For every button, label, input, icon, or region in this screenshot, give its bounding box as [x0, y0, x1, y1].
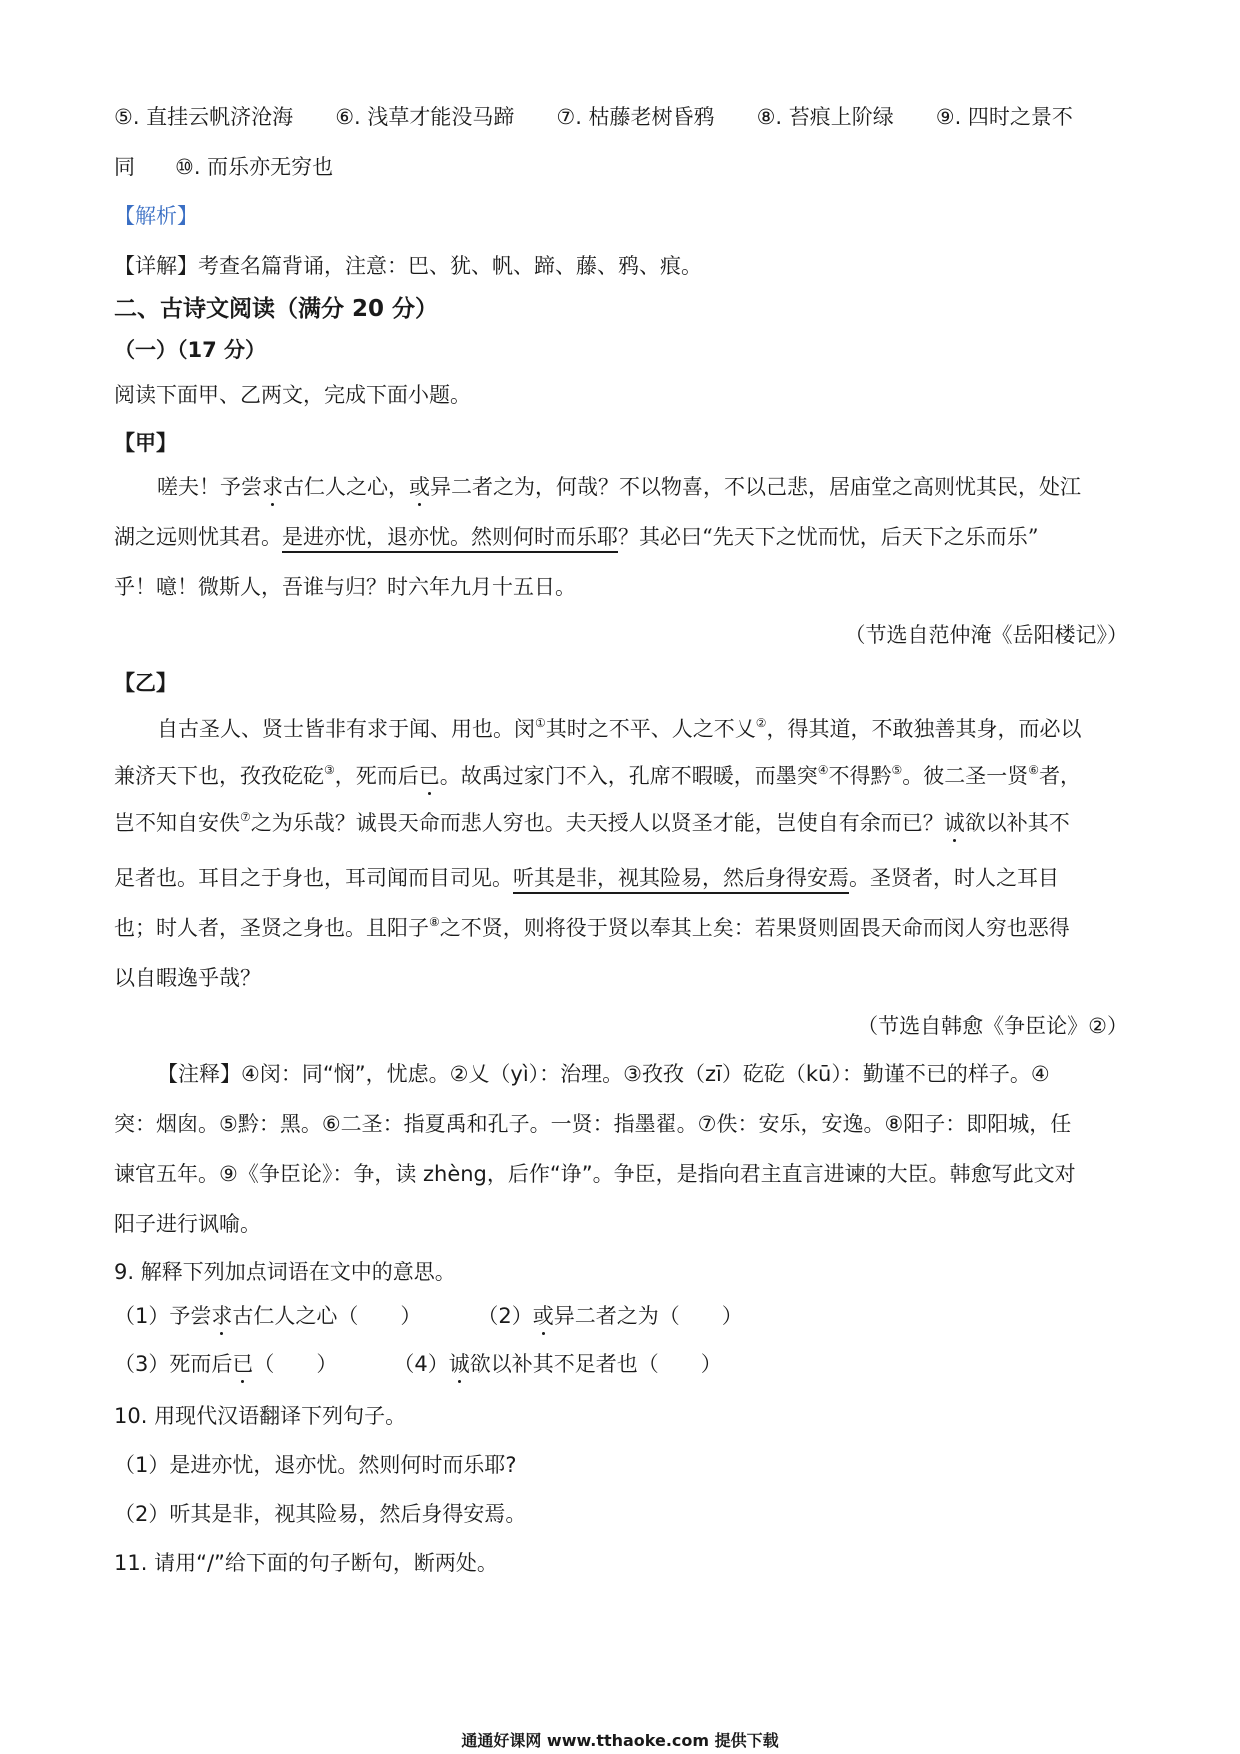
answer-line-1	[114, 107, 1073, 128]
text: ，得其道，不敢独善其身，而必以	[766, 717, 1082, 741]
text: 。圣贤者，时人之耳目	[849, 866, 1059, 890]
answer-6: ⑥. 浅草才能没马蹄	[335, 105, 515, 129]
answer-7: ⑦. 枯藤老树昏鸦	[556, 105, 715, 129]
text: 不得黔	[828, 764, 892, 788]
passage-jia-line-2	[114, 527, 1038, 548]
text: ？其必曰“先天下之忧而忧，后天下之乐而乐”	[618, 525, 1039, 549]
text: （2）	[477, 1304, 533, 1328]
note-marker: ⑥	[1028, 763, 1040, 777]
text: 也；时人者，圣贤之身也。且阳子	[114, 916, 429, 940]
dotted-word-qiu: 求	[262, 475, 283, 499]
text: 之不贤，则将役于贤以奉其上矣：若果贤则固畏天命而闵人穷也恶得	[439, 916, 1070, 940]
page-footer: 通通好课网 www.tthaoke.com 提供下载	[461, 1731, 779, 1750]
notes-line-3: 谏官五年。⑨《争臣论》：争，读 zhèng，后作“诤”。争臣，是指向君主直言进谏的大臣。韩愈写此文对	[114, 1162, 1076, 1186]
note-marker: ①	[535, 716, 546, 730]
passage-yi-line-6: 以自暇逸乎哉？	[114, 966, 261, 990]
passage-yi-label: 【乙】	[114, 671, 177, 695]
passage-yi-source: （节选自韩愈《争臣论》②）	[857, 1014, 1128, 1038]
text: 异二者之为，何哉？不以物喜，不以己悲，居庙堂之高则忧其民，处江	[430, 475, 1081, 499]
passage-yi-line-2	[114, 763, 1082, 788]
text: 欲以补其不足者也（ ）	[469, 1352, 722, 1376]
dotted-word-cheng: 诚	[448, 1352, 470, 1376]
text: （1）予尝	[114, 1304, 212, 1328]
note-marker: ③	[324, 763, 335, 777]
notes-line-2: 突：烟囱。⑤黔：黑。⑥二圣：指夏禹和孔子。一贤：指墨翟。⑦佚：安乐，安逸。⑧阳子：即阳城，任	[114, 1112, 1072, 1136]
text: ，死而后	[334, 764, 419, 788]
passage-yi-line-1	[157, 716, 1082, 741]
passage-jia-line-3: 乎！噫！微斯人，吾谁与归？时六年九月十五日。	[114, 575, 576, 599]
text: （3）死而后	[114, 1352, 233, 1376]
question-10-title: 10. 用现代汉语翻译下列句子。	[114, 1404, 407, 1428]
reading-instruction: 阅读下面甲、乙两文，完成下面小题。	[114, 383, 471, 407]
question-9-title: 9. 解释下列加点词语在文中的意思。	[114, 1260, 456, 1284]
dotted-word-cheng: 诚	[943, 811, 965, 835]
text: 自古圣人、贤士皆非有求于闻、用也。闵	[157, 717, 535, 741]
subsection-heading: （一）（17 分）	[114, 338, 267, 362]
text: 兼济天下也，孜孜矻矻	[114, 764, 324, 788]
text: 嗟夫！予尝	[157, 475, 262, 499]
analysis-label: 【解析】	[114, 204, 198, 228]
dotted-word-yi: 已	[418, 764, 440, 788]
detail-explanation: 【详解】考查名篇背诵，注意：巴、犹、帆、蹄、藤、鸦、痕。	[114, 254, 702, 278]
notes-line-1: 【注释】④闵：同“悯”，忧虑。②乂（yì）：治理。③孜孜（zī）矻矻（kū）：勤谨不已的样子。④	[157, 1062, 1050, 1086]
question-9-row-2	[114, 1354, 722, 1375]
dotted-word-qiu: 求	[211, 1304, 233, 1328]
text: 者，	[1039, 764, 1082, 788]
passage-yi-line-5	[114, 915, 1070, 940]
text: 。故禹过家门不入，孔席不暇暖，而墨突	[439, 764, 818, 788]
note-marker: ⑤	[891, 763, 903, 777]
text: 欲以补其不	[964, 811, 1070, 835]
text: 古仁人之心（ ）	[232, 1304, 422, 1328]
question-10-sentence-1: （1）是进亦忧，退亦忧。然则何时而乐耶?	[114, 1453, 517, 1477]
text: 其时之不平、人之不乂	[545, 717, 756, 741]
answer-8: ⑧. 苔痕上阶绿	[756, 105, 894, 129]
answer-5: ⑤. 直挂云帆济沧海	[114, 105, 294, 129]
underlined-sentence: 是进亦忧，退亦忧。然则何时而乐耶	[282, 525, 618, 553]
text: 古仁人之心，	[283, 475, 409, 499]
passage-jia-label: 【甲】	[114, 431, 177, 455]
text: 之为乐哉？诚畏天命而悲人穷也。夫天授人以贤圣才能，岂使自有余而已？	[250, 811, 944, 835]
text: （ ）	[253, 1352, 338, 1376]
text: （4）	[393, 1352, 449, 1376]
text: 。彼二圣一贤	[902, 764, 1029, 788]
text: 足者也。耳目之于身也，耳司闻而目司见。	[114, 866, 513, 890]
passage-jia-line-1	[157, 477, 1081, 498]
text: 湖之远则忧其君。	[114, 525, 282, 549]
note-marker: ②	[755, 716, 767, 730]
notes-line-4: 阳子进行讽喻。	[114, 1212, 261, 1236]
note-marker: ④	[817, 763, 829, 777]
underlined-sentence: 听其是非，视其险易，然后身得安焉	[513, 866, 849, 894]
question-11-title: 11. 请用“/”给下面的句子断句，断两处。	[114, 1551, 498, 1575]
passage-yi-line-4	[114, 868, 1059, 889]
answer-9: ⑨. 四时之景不	[935, 105, 1073, 129]
answer-line-2	[114, 157, 333, 178]
section-heading: 二、古诗文阅读（满分 20 分）	[114, 296, 439, 322]
text: 异二者之为（ ）	[553, 1304, 743, 1328]
dotted-word-yi: 已	[232, 1352, 254, 1376]
dotted-word-huo: 或	[409, 475, 430, 499]
question-10-sentence-2: （2）听其是非，视其险易，然后身得安焉。	[114, 1502, 527, 1526]
question-9-row-1	[114, 1306, 743, 1327]
passage-jia-source: （节选自范仲淹《岳阳楼记》）	[844, 623, 1128, 647]
note-marker: ⑦	[240, 810, 251, 824]
passage-yi-line-3	[114, 810, 1070, 835]
text: 岂不知自安佚	[114, 811, 240, 835]
note-marker: ⑧	[429, 915, 440, 929]
answer-10: ⑩. 而乐亦无穷也	[175, 155, 334, 179]
dotted-word-huo: 或	[532, 1304, 554, 1328]
answer-9-cont: 同	[114, 155, 135, 179]
